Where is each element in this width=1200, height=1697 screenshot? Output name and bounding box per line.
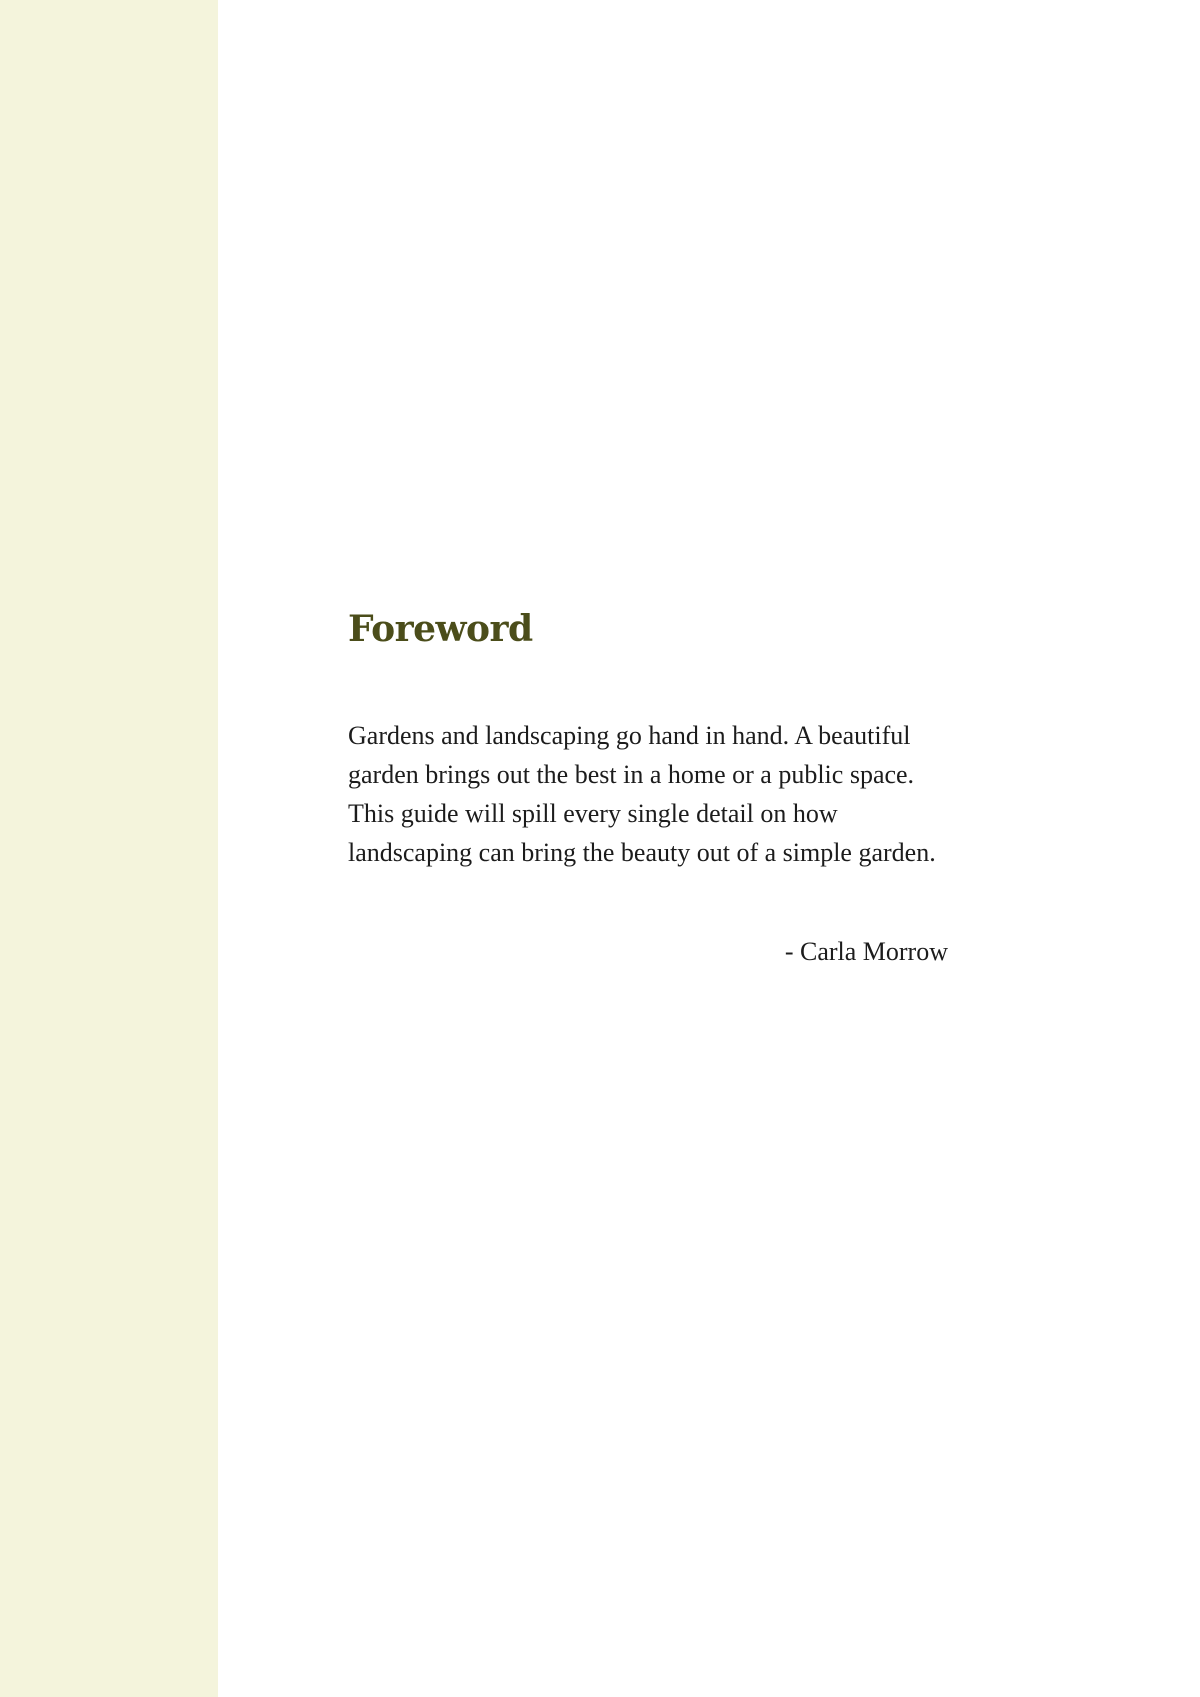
author-signature: - Carla Morrow — [784, 937, 948, 966]
foreword-paragraph: Gardens and landscaping go hand in hand. A beautiful garden brings out the best in a home or a public space. This guide will spill every single detail on how landscaping can bring the beauty out of a simple garden. — [348, 721, 936, 867]
page-title: Foreword — [348, 608, 533, 650]
decorative-side-band — [0, 0, 218, 1697]
foreword-section — [348, 600, 948, 971]
